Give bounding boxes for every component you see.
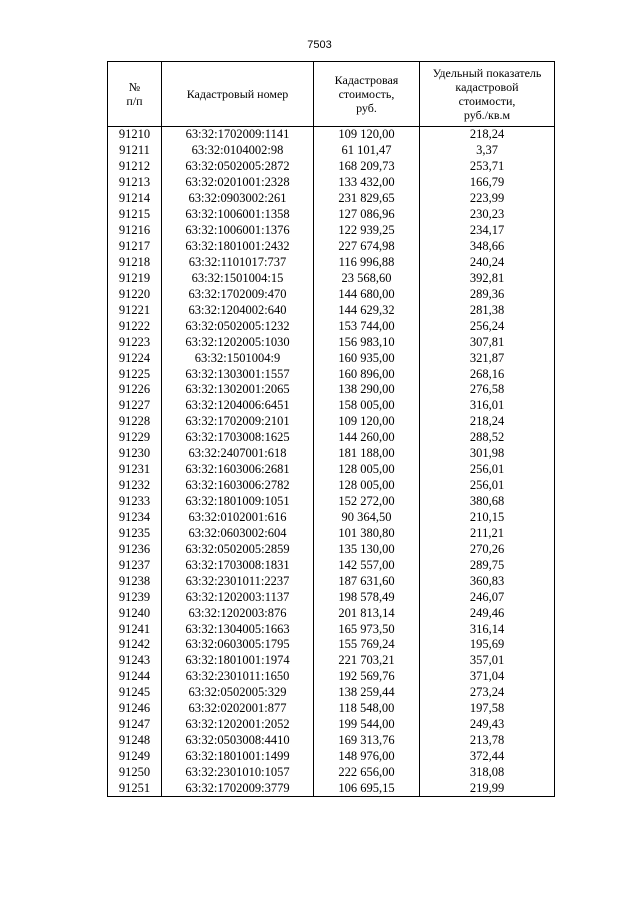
specific-value-cell: 249,46 — [420, 605, 555, 621]
table-row — [108, 350, 555, 366]
specific-value-cell: 213,78 — [420, 733, 555, 749]
cadastral-value-cell: 222 656,00 — [314, 765, 420, 781]
cadastral-value-cell: 116 996,88 — [314, 255, 420, 271]
table-row — [108, 175, 555, 191]
cadastral-value-cell: 61 101,47 — [314, 143, 420, 159]
specific-value-cell: 195,69 — [420, 637, 555, 653]
cadastral-number-cell: 63:32:1303001:1557 — [162, 366, 314, 382]
cadastral-value-cell: 118 548,00 — [314, 701, 420, 717]
row-number-cell: 91231 — [108, 462, 162, 478]
row-number-cell: 91251 — [108, 780, 162, 796]
cadastral-number-cell: 63:32:1501004:9 — [162, 350, 314, 366]
specific-value-cell: 166,79 — [420, 175, 555, 191]
cadastral-number-cell: 63:32:2407001:618 — [162, 446, 314, 462]
specific-value-cell: 316,14 — [420, 621, 555, 637]
specific-value-cell: 218,24 — [420, 127, 555, 143]
specific-value-cell: 270,26 — [420, 541, 555, 557]
specific-value-cell: 360,83 — [420, 573, 555, 589]
row-number-cell: 91244 — [108, 669, 162, 685]
table-header-row — [108, 62, 555, 127]
row-number-cell: 91246 — [108, 701, 162, 717]
table-row — [108, 286, 555, 302]
specific-value-cell: 211,21 — [420, 525, 555, 541]
row-number-cell: 91248 — [108, 733, 162, 749]
row-number-cell: 91214 — [108, 191, 162, 207]
row-number-cell: 91230 — [108, 446, 162, 462]
specific-value-cell: 372,44 — [420, 749, 555, 765]
row-number-cell: 91225 — [108, 366, 162, 382]
cadastral-number-cell: 63:32:2301010:1057 — [162, 765, 314, 781]
specific-value-cell: 197,58 — [420, 701, 555, 717]
cadastral-number-cell: 63:32:1202003:876 — [162, 605, 314, 621]
table-row — [108, 717, 555, 733]
row-number-cell: 91211 — [108, 143, 162, 159]
row-number-cell: 91243 — [108, 653, 162, 669]
cadastral-value-cell: 144 260,00 — [314, 430, 420, 446]
table-row — [108, 733, 555, 749]
cadastral-value-cell: 201 813,14 — [314, 605, 420, 621]
header-cadastral-number: Кадастровый номер — [162, 62, 314, 127]
specific-value-cell: 289,75 — [420, 557, 555, 573]
table-row — [108, 701, 555, 717]
cadastral-number-cell: 63:32:1304005:1663 — [162, 621, 314, 637]
cadastral-value-cell: 106 695,15 — [314, 780, 420, 796]
cadastral-number-cell: 63:32:1702009:2101 — [162, 414, 314, 430]
cadastral-value-cell: 138 259,44 — [314, 685, 420, 701]
row-number-cell: 91237 — [108, 557, 162, 573]
cadastral-value-cell: 181 188,00 — [314, 446, 420, 462]
cadastral-value-cell: 128 005,00 — [314, 478, 420, 494]
cadastral-number-cell: 63:32:1801001:1499 — [162, 749, 314, 765]
specific-value-cell: 256,01 — [420, 478, 555, 494]
cadastral-number-cell: 63:32:1703008:1831 — [162, 557, 314, 573]
cadastral-value-cell: 187 631,60 — [314, 573, 420, 589]
row-number-cell: 91250 — [108, 765, 162, 781]
cadastral-number-cell: 63:32:1801001:1974 — [162, 653, 314, 669]
specific-value-cell: 256,01 — [420, 462, 555, 478]
cadastral-value-cell: 158 005,00 — [314, 398, 420, 414]
row-number-cell: 91219 — [108, 270, 162, 286]
cadastral-value-cell: 138 290,00 — [314, 382, 420, 398]
cadastral-value-cell: 144 680,00 — [314, 286, 420, 302]
header-cadastral-value: Кадастровая стоимость, руб. — [314, 62, 420, 127]
cadastral-number-cell: 63:32:1703008:1625 — [162, 430, 314, 446]
table-row — [108, 605, 555, 621]
table-row — [108, 541, 555, 557]
cadastral-number-cell: 63:32:1603006:2681 — [162, 462, 314, 478]
cadastral-number-cell: 63:32:0502005:1232 — [162, 318, 314, 334]
cadastral-value-cell: 160 896,00 — [314, 366, 420, 382]
row-number-cell: 91217 — [108, 239, 162, 255]
specific-value-cell: 268,16 — [420, 366, 555, 382]
row-number-cell: 91215 — [108, 207, 162, 223]
cadastral-value-cell: 160 935,00 — [314, 350, 420, 366]
table-row — [108, 494, 555, 510]
cadastral-number-cell: 63:32:1204002:640 — [162, 302, 314, 318]
specific-value-cell: 276,58 — [420, 382, 555, 398]
cadastral-value-cell: 148 976,00 — [314, 749, 420, 765]
cadastral-number-cell: 63:32:0202001:877 — [162, 701, 314, 717]
specific-value-cell: 307,81 — [420, 334, 555, 350]
specific-value-cell: 223,99 — [420, 191, 555, 207]
table-row — [108, 366, 555, 382]
specific-value-cell: 301,98 — [420, 446, 555, 462]
specific-value-cell: 316,01 — [420, 398, 555, 414]
specific-value-cell: 210,15 — [420, 510, 555, 526]
cadastral-number-cell: 63:32:1204006:6451 — [162, 398, 314, 414]
specific-value-cell: 256,24 — [420, 318, 555, 334]
cadastral-number-cell: 63:32:0102001:616 — [162, 510, 314, 526]
cadastral-number-cell: 63:32:1101017:737 — [162, 255, 314, 271]
row-number-cell: 91236 — [108, 541, 162, 557]
table-row — [108, 334, 555, 350]
table-row — [108, 478, 555, 494]
specific-value-cell: 234,17 — [420, 223, 555, 239]
cadastral-number-cell: 63:32:1202005:1030 — [162, 334, 314, 350]
row-number-cell: 91220 — [108, 286, 162, 302]
specific-value-cell: 380,68 — [420, 494, 555, 510]
specific-value-cell: 357,01 — [420, 653, 555, 669]
cadastral-value-cell: 156 983,10 — [314, 334, 420, 350]
table-row — [108, 637, 555, 653]
row-number-cell: 91210 — [108, 127, 162, 143]
cadastral-number-cell: 63:32:0503008:4410 — [162, 733, 314, 749]
cadastral-value-cell: 192 569,76 — [314, 669, 420, 685]
page-number: 7503 — [307, 39, 332, 51]
table-row — [108, 207, 555, 223]
cadastral-number-cell: 63:32:2301011:2237 — [162, 573, 314, 589]
row-number-cell: 91242 — [108, 637, 162, 653]
cadastral-value-cell: 144 629,32 — [314, 302, 420, 318]
table-row — [108, 223, 555, 239]
table-row — [108, 685, 555, 701]
cadastral-value-cell: 133 432,00 — [314, 175, 420, 191]
cadastral-value-cell: 135 130,00 — [314, 541, 420, 557]
cadastral-number-cell: 63:32:0502005:2859 — [162, 541, 314, 557]
cadastral-number-cell: 63:32:1702009:1141 — [162, 127, 314, 143]
table-row — [108, 127, 555, 143]
cadastral-value-cell: 199 544,00 — [314, 717, 420, 733]
cadastral-number-cell: 63:32:1006001:1358 — [162, 207, 314, 223]
specific-value-cell: 288,52 — [420, 430, 555, 446]
specific-value-cell: 318,08 — [420, 765, 555, 781]
cadastral-value-cell: 109 120,00 — [314, 127, 420, 143]
table-row — [108, 270, 555, 286]
cadastral-number-cell: 63:32:0502005:2872 — [162, 159, 314, 175]
cadastral-value-cell: 128 005,00 — [314, 462, 420, 478]
cadastral-value-cell: 152 272,00 — [314, 494, 420, 510]
cadastral-number-cell: 63:32:0603005:1795 — [162, 637, 314, 653]
table-row — [108, 302, 555, 318]
table-row — [108, 765, 555, 781]
table-row — [108, 430, 555, 446]
specific-value-cell: 253,71 — [420, 159, 555, 175]
row-number-cell: 91221 — [108, 302, 162, 318]
row-number-cell: 91226 — [108, 382, 162, 398]
table-row — [108, 510, 555, 526]
cadastral-number-cell: 63:32:1801001:2432 — [162, 239, 314, 255]
row-number-cell: 91241 — [108, 621, 162, 637]
cadastral-value-cell: 169 313,76 — [314, 733, 420, 749]
cadastral-number-cell: 63:32:0603002:604 — [162, 525, 314, 541]
row-number-cell: 91222 — [108, 318, 162, 334]
cadastral-table — [107, 61, 555, 797]
row-number-cell: 91240 — [108, 605, 162, 621]
table-body — [108, 127, 555, 797]
row-number-cell: 91229 — [108, 430, 162, 446]
table-row — [108, 669, 555, 685]
row-number-cell: 91218 — [108, 255, 162, 271]
row-number-cell: 91233 — [108, 494, 162, 510]
specific-value-cell: 246,07 — [420, 589, 555, 605]
cadastral-number-cell: 63:32:1302001:2065 — [162, 382, 314, 398]
row-number-cell: 91216 — [108, 223, 162, 239]
header-specific-value: Удельный показатель кадастровой стоимости, руб./кв.м — [420, 62, 555, 127]
row-number-cell: 91212 — [108, 159, 162, 175]
row-number-cell: 91247 — [108, 717, 162, 733]
row-number-cell: 91238 — [108, 573, 162, 589]
cadastral-value-cell: 127 086,96 — [314, 207, 420, 223]
row-number-cell: 91224 — [108, 350, 162, 366]
cadastral-number-cell: 63:32:1202001:2052 — [162, 717, 314, 733]
specific-value-cell: 321,87 — [420, 350, 555, 366]
row-number-cell: 91223 — [108, 334, 162, 350]
specific-value-cell: 392,81 — [420, 270, 555, 286]
specific-value-cell: 219,99 — [420, 780, 555, 796]
row-number-cell: 91239 — [108, 589, 162, 605]
row-number-cell: 91232 — [108, 478, 162, 494]
specific-value-cell: 240,24 — [420, 255, 555, 271]
cadastral-value-cell: 90 364,50 — [314, 510, 420, 526]
row-number-cell: 91249 — [108, 749, 162, 765]
row-number-cell: 91213 — [108, 175, 162, 191]
header-row-number: № п/п — [108, 62, 162, 127]
table-row — [108, 462, 555, 478]
row-number-cell: 91228 — [108, 414, 162, 430]
cadastral-value-cell: 227 674,98 — [314, 239, 420, 255]
specific-value-cell: 273,24 — [420, 685, 555, 701]
specific-value-cell: 371,04 — [420, 669, 555, 685]
row-number-cell: 91235 — [108, 525, 162, 541]
table-row — [108, 621, 555, 637]
cadastral-value-cell: 221 703,21 — [314, 653, 420, 669]
cadastral-value-cell: 198 578,49 — [314, 589, 420, 605]
cadastral-number-cell: 63:32:1702009:470 — [162, 286, 314, 302]
cadastral-value-cell: 109 120,00 — [314, 414, 420, 430]
cadastral-value-cell: 231 829,65 — [314, 191, 420, 207]
cadastral-number-cell: 63:32:1702009:3779 — [162, 780, 314, 796]
table-row — [108, 525, 555, 541]
cadastral-value-cell: 101 380,80 — [314, 525, 420, 541]
specific-value-cell: 348,66 — [420, 239, 555, 255]
cadastral-number-cell: 63:32:0903002:261 — [162, 191, 314, 207]
specific-value-cell: 281,38 — [420, 302, 555, 318]
table-row — [108, 191, 555, 207]
table-row — [108, 398, 555, 414]
specific-value-cell: 249,43 — [420, 717, 555, 733]
row-number-cell: 91245 — [108, 685, 162, 701]
table-row — [108, 239, 555, 255]
table-row — [108, 446, 555, 462]
cadastral-number-cell: 63:32:0201001:2328 — [162, 175, 314, 191]
cadastral-value-cell: 142 557,00 — [314, 557, 420, 573]
table-row — [108, 143, 555, 159]
cadastral-value-cell: 155 769,24 — [314, 637, 420, 653]
cadastral-number-cell: 63:32:1603006:2782 — [162, 478, 314, 494]
cadastral-value-cell: 153 744,00 — [314, 318, 420, 334]
cadastral-value-cell: 165 973,50 — [314, 621, 420, 637]
cadastral-number-cell: 63:32:1501004:15 — [162, 270, 314, 286]
cadastral-number-cell: 63:32:1202003:1137 — [162, 589, 314, 605]
table-row — [108, 589, 555, 605]
cadastral-value-cell: 122 939,25 — [314, 223, 420, 239]
table-row — [108, 382, 555, 398]
cadastral-number-cell: 63:32:0502005:329 — [162, 685, 314, 701]
specific-value-cell: 230,23 — [420, 207, 555, 223]
cadastral-number-cell: 63:32:1006001:1376 — [162, 223, 314, 239]
table-row — [108, 780, 555, 796]
cadastral-number-cell: 63:32:2301011:1650 — [162, 669, 314, 685]
cadastral-value-cell: 23 568,60 — [314, 270, 420, 286]
row-number-cell: 91234 — [108, 510, 162, 526]
table-row — [108, 557, 555, 573]
cadastral-number-cell: 63:32:1801009:1051 — [162, 494, 314, 510]
specific-value-cell: 3,37 — [420, 143, 555, 159]
table-row — [108, 749, 555, 765]
cadastral-value-cell: 168 209,73 — [314, 159, 420, 175]
table-row — [108, 255, 555, 271]
table-row — [108, 573, 555, 589]
specific-value-cell: 218,24 — [420, 414, 555, 430]
table-row — [108, 318, 555, 334]
cadastral-number-cell: 63:32:0104002:98 — [162, 143, 314, 159]
table-row — [108, 414, 555, 430]
row-number-cell: 91227 — [108, 398, 162, 414]
table-row — [108, 159, 555, 175]
table-row — [108, 653, 555, 669]
specific-value-cell: 289,36 — [420, 286, 555, 302]
